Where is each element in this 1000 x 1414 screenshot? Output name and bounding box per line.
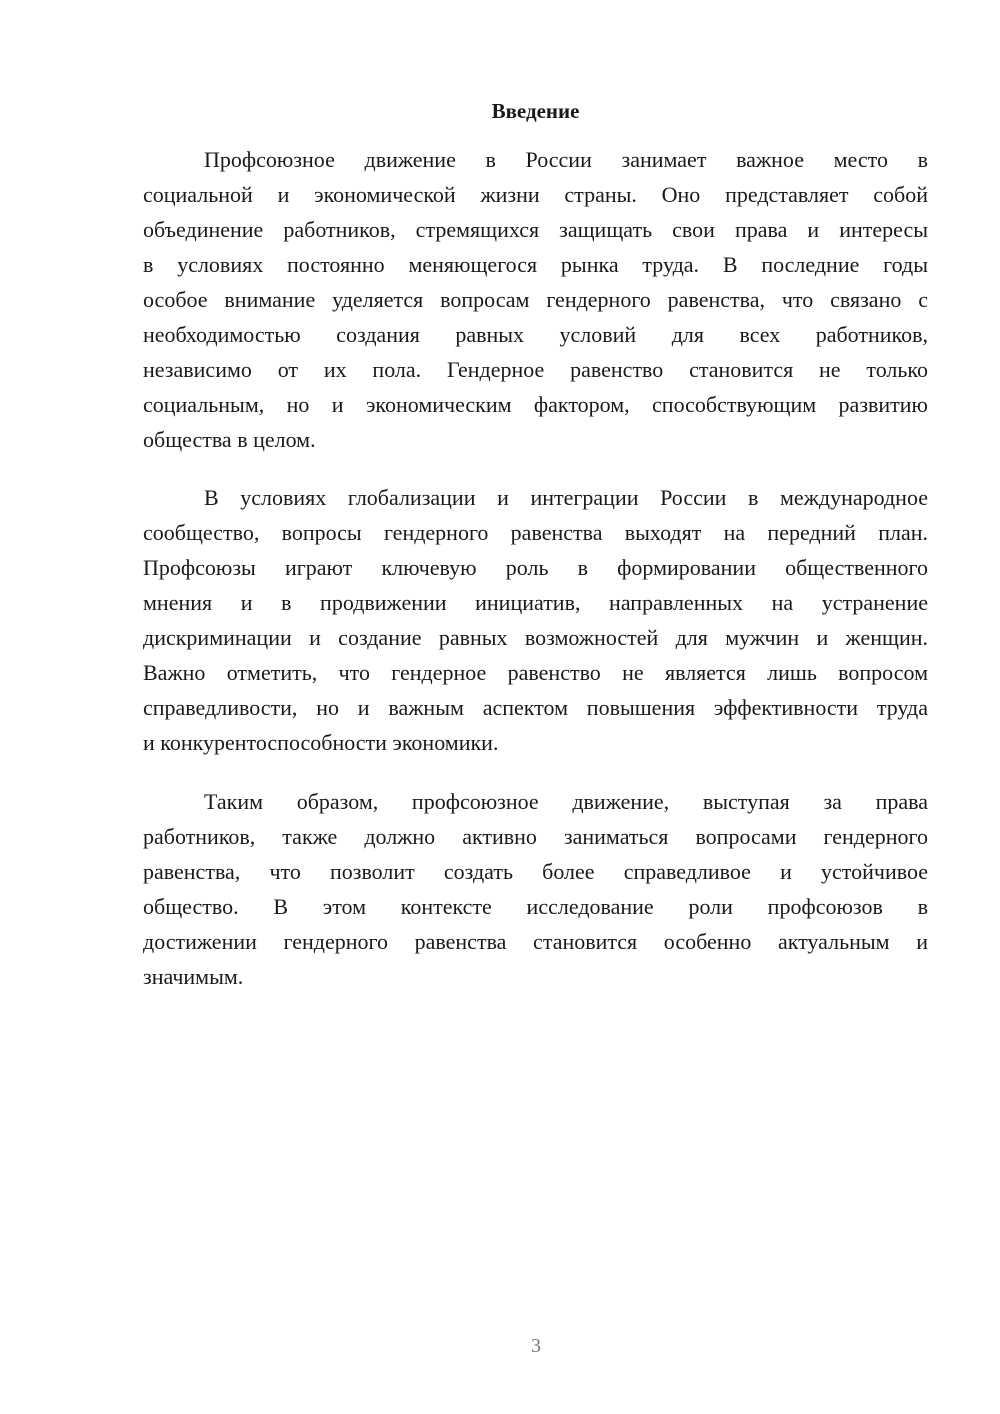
text-line: справедливости, но и важным аспектом повышения эффективности труда — [143, 695, 928, 720]
paragraph-3 — [143, 784, 928, 994]
text-line: достижении гендерного равенства становится особенно актуальным и — [143, 929, 928, 954]
text-line: Профсоюзное движение в России занимает важное место в — [204, 147, 928, 172]
text-line: сообщество, вопросы гендерного равенства выходят на передний план. — [143, 520, 928, 545]
page-number: 3 — [531, 1335, 541, 1357]
section-heading: Введение — [491, 99, 580, 123]
text-line: дискриминации и создание равных возможностей для мужчин и женщин. — [143, 625, 928, 650]
text-line: значимым. — [143, 964, 244, 989]
text-line: и конкурентоспособности экономики. — [143, 730, 499, 755]
text-line: равенства, что позволит создать более справедливое и устойчивое — [143, 859, 928, 884]
text-line: особое внимание уделяется вопросам гендерного равенства, что связано с — [143, 287, 928, 312]
text-line: Важно отметить, что гендерное равенство не является лишь вопросом — [143, 660, 928, 685]
paragraph-2 — [143, 480, 928, 760]
text-line: социальной и экономической жизни страны. Оно представляет собой — [143, 182, 928, 207]
text-line: необходимостью создания равных условий для всех работников, — [143, 322, 928, 347]
text-line: объединение работников, стремящихся защищать свои права и интересы — [143, 217, 928, 242]
text-line: Профсоюзы играют ключевую роль в формировании общественного — [143, 555, 928, 580]
text-line: социальным, но и экономическим фактором, способствующим развитию — [143, 392, 928, 417]
text-line: общества в целом. — [143, 427, 316, 452]
text-line: В условиях глобализации и интеграции России в международное — [204, 485, 928, 510]
text-line: общество. В этом контексте исследование роли профсоюзов в — [143, 894, 928, 919]
text-line: мнения и в продвижении инициатив, направленных на устранение — [143, 590, 928, 615]
text-line: работников, также должно активно заниматься вопросами гендерного — [143, 824, 928, 849]
text-line: независимо от их пола. Гендерное равенство становится не только — [143, 357, 928, 382]
text-line: в условиях постоянно меняющегося рынка труда. В последние годы — [143, 252, 928, 277]
paragraph-1 — [143, 142, 928, 457]
text-line: Таким образом, профсоюзное движение, выступая за права — [204, 789, 928, 814]
